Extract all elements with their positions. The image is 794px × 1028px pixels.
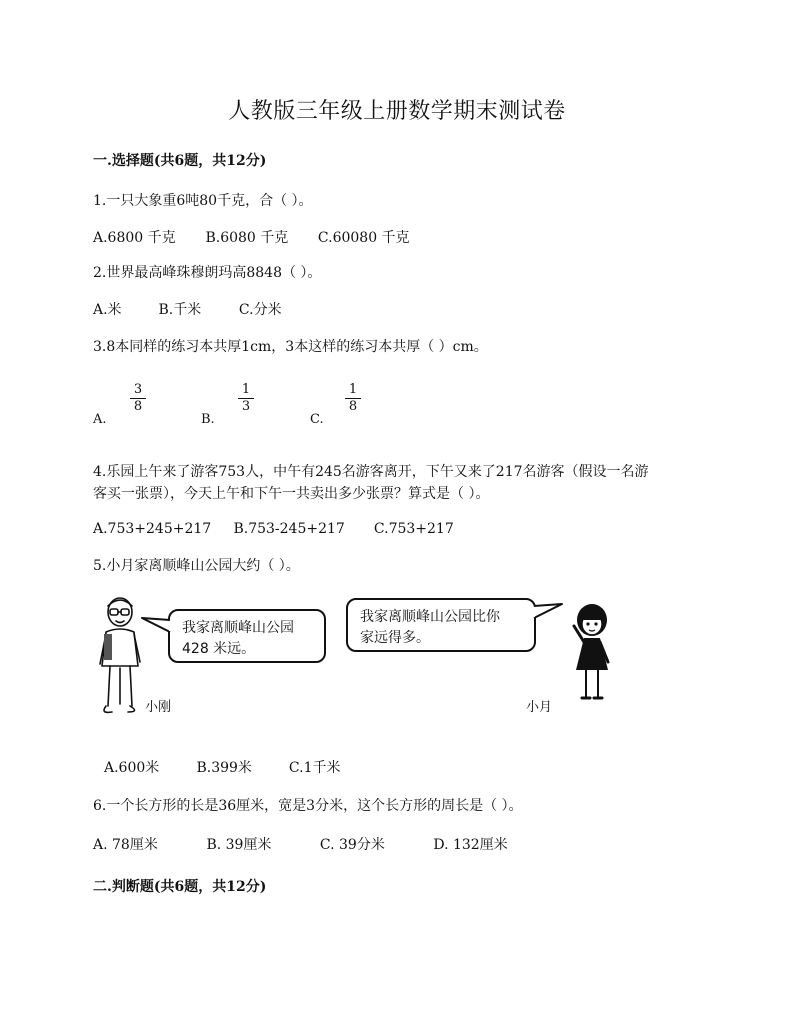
option-b: B.6080 千克 (205, 230, 289, 246)
question-6-options (93, 834, 508, 854)
question-2-options (93, 299, 282, 319)
option-a: A.753+245+217 (93, 521, 212, 537)
option-c: C. 39分米 (319, 837, 385, 853)
option-c-letter: C. (310, 412, 324, 427)
option-a: A. 78厘米 (93, 837, 158, 853)
bubble-tail-left-icon (140, 616, 172, 640)
question-3: 3.8本同样的练习本共厚1cm，3本这样的练习本共厚（ ）cm。 (93, 339, 488, 355)
option-b: B.753-245+217 (233, 521, 345, 537)
option-b-fraction (238, 383, 254, 414)
bubble-line: 我家离顺峰山公园比你 (360, 609, 500, 625)
section-heading-choice: 一.选择题(共6题，共12分) (93, 153, 267, 169)
name-label-girl: 小月 (526, 700, 553, 715)
question-4-line-2: 客买一张票），今天上午和下午一共卖出多少张票？算式是（ ）。 (93, 486, 490, 502)
option-a-letter: A. (93, 412, 107, 427)
section-heading-judgement: 二.判断题(共6题，共12分) (93, 879, 267, 895)
option-b: B.399米 (196, 760, 252, 776)
boy-figure-icon (90, 592, 150, 722)
question-1-options (93, 227, 410, 247)
option-b: B. 39厘米 (206, 837, 272, 853)
numerator: 1 (241, 382, 251, 397)
denominator: 8 (133, 399, 143, 414)
denominator: 8 (348, 399, 358, 414)
girl-figure-icon (560, 600, 618, 710)
question-2: 2.世界最高峰珠穆朗玛高8848（ ）。 (93, 265, 322, 281)
question-4-options (93, 521, 454, 537)
option-a: A.米 (93, 302, 122, 318)
question-4-line-1: 4.乐园上午来了游客753人，中午有245名游客离开，下午又来了217名游客（假设一名游 (93, 464, 649, 480)
bubble-line: 我家离顺峰山公园 (182, 620, 294, 636)
bubble-line: 428 米远。 (182, 641, 256, 657)
speech-bubble-left (168, 609, 326, 663)
option-c-fraction (345, 383, 361, 414)
question-5: 5.小月家离顺峰山公园大约（ ）。 (93, 558, 300, 574)
page-title: 人教版三年级上册数学期末测试卷 (228, 99, 566, 124)
numerator: 3 (133, 382, 143, 397)
option-a: A.6800 千克 (93, 230, 176, 246)
option-d: D. 132厘米 (433, 837, 508, 853)
option-c: C.1千米 (288, 760, 341, 776)
speech-bubble-right (346, 598, 536, 652)
option-a: A.600米 (104, 760, 160, 776)
question-6: 6.一个长方形的长是36厘米，宽是3分米，这个长方形的周长是（ ）。 (93, 798, 523, 814)
option-c: C.分米 (238, 302, 282, 318)
option-c: C.60080 千克 (317, 230, 410, 246)
option-a-fraction (130, 383, 146, 414)
option-b-letter: B. (201, 412, 215, 427)
question-1: 1.一只大象重6吨80千克，合（ ）。 (93, 193, 313, 209)
option-b: B.千米 (158, 302, 202, 318)
question-5-options (104, 757, 340, 777)
denominator: 3 (241, 399, 251, 414)
bubble-line: 家远得多。 (360, 630, 430, 646)
name-label-boy: 小刚 (145, 700, 172, 715)
option-c: C.753+217 (373, 521, 454, 537)
numerator: 1 (348, 382, 358, 397)
